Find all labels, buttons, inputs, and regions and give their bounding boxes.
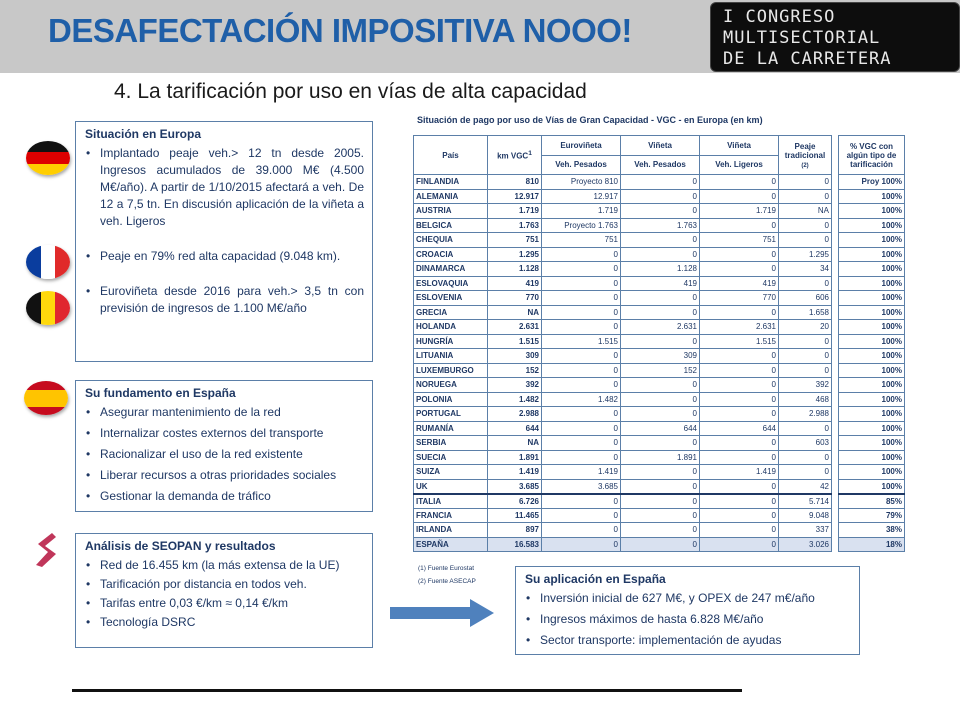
value-cell: 0: [621, 537, 700, 552]
country-cell: LITUANIA: [414, 349, 488, 364]
pct-cell: 38%: [839, 523, 905, 538]
value-cell: 0: [700, 479, 779, 494]
value-cell: 1.763: [621, 218, 700, 233]
country-cell: CHEQUIA: [414, 233, 488, 248]
km-cell: 16.583: [488, 537, 542, 552]
value-cell: 0: [621, 465, 700, 480]
country-cell: GRECIA: [414, 305, 488, 320]
country-cell: HUNGRÍA: [414, 334, 488, 349]
pct-cell: 100%: [839, 436, 905, 451]
table-row: [414, 392, 905, 407]
value-cell: 392: [779, 378, 832, 393]
table-row: [414, 218, 905, 233]
value-cell: 12.917: [542, 189, 621, 204]
value-cell: 0: [779, 334, 832, 349]
seopan-item: • Tarifas entre 0,03 €/km ≈ 0,14 €/km: [76, 595, 372, 612]
value-cell: 0: [700, 450, 779, 465]
pct-cell: 85%: [839, 494, 905, 509]
header-pct: % VGC con algún tipo de tarificación: [839, 136, 905, 175]
value-cell: 0: [779, 276, 832, 291]
km-cell: 1.482: [488, 392, 542, 407]
table-row: [414, 320, 905, 335]
header-vineta-ligeros: Viñeta: [700, 136, 779, 156]
pct-cell: 100%: [839, 189, 905, 204]
seopan-box-title: Análisis de SEOPAN y resultados: [85, 539, 276, 553]
pct-cell: 18%: [839, 537, 905, 552]
value-cell: 0: [779, 218, 832, 233]
header-km: km VGC$^1$: [488, 136, 542, 175]
value-cell: 0: [779, 450, 832, 465]
value-cell: 0: [621, 523, 700, 538]
value-cell: 0: [779, 189, 832, 204]
main-title: DESAFECTACIÓN IMPOSITIVA NOOO!: [48, 12, 632, 49]
pct-cell: 100%: [839, 421, 905, 436]
value-cell: 1.295: [779, 247, 832, 262]
logo-line-1: I CONGRESO: [723, 7, 836, 27]
km-cell: 3.685: [488, 479, 542, 494]
value-cell: 1.419: [700, 465, 779, 480]
value-cell: 42: [779, 479, 832, 494]
km-cell: 11.465: [488, 508, 542, 523]
km-cell: 1.763: [488, 218, 542, 233]
value-cell: 309: [621, 349, 700, 364]
subheader-vineta-pesados: Veh. Pesados: [621, 155, 700, 175]
value-cell: Proyecto 1.763: [542, 218, 621, 233]
table-row: [414, 450, 905, 465]
value-cell: 0: [542, 378, 621, 393]
value-cell: 1.515: [700, 334, 779, 349]
km-cell: 2.988: [488, 407, 542, 422]
footnote-eurostat: (1) Fuente Eurostat: [418, 565, 474, 572]
rationale-item: • Asegurar mantenimiento de la red: [76, 404, 372, 421]
value-cell: 3.685: [542, 479, 621, 494]
country-cell: DINAMARCA: [414, 262, 488, 277]
pct-cell: 100%: [839, 320, 905, 335]
km-cell: 1.515: [488, 334, 542, 349]
application-box-title: Su aplicación en España: [525, 572, 666, 586]
pct-cell: 100%: [839, 334, 905, 349]
rationale-item: • Racionalizar el uso de la red existente: [76, 446, 372, 463]
value-cell: 0: [542, 436, 621, 451]
value-cell: 0: [779, 421, 832, 436]
pct-cell: 100%: [839, 479, 905, 494]
country-cell: HOLANDA: [414, 320, 488, 335]
header-bar: [0, 0, 960, 73]
header-eurovineta: Euroviñeta: [542, 136, 621, 156]
country-cell: BELGICA: [414, 218, 488, 233]
table-row: [414, 421, 905, 436]
km-cell: 1.891: [488, 450, 542, 465]
table-row: [414, 247, 905, 262]
value-cell: 0: [542, 349, 621, 364]
table-row: [414, 204, 905, 219]
value-cell: 0: [621, 508, 700, 523]
pct-cell: 100%: [839, 363, 905, 378]
value-cell: 0: [621, 378, 700, 393]
value-cell: 1.719: [700, 204, 779, 219]
table-row: [414, 363, 905, 378]
km-cell: 2.631: [488, 320, 542, 335]
pct-cell: 100%: [839, 218, 905, 233]
value-cell: 468: [779, 392, 832, 407]
km-cell: 644: [488, 421, 542, 436]
km-cell: 1.719: [488, 204, 542, 219]
value-cell: 0: [700, 494, 779, 509]
value-cell: 3.026: [779, 537, 832, 552]
pct-cell: 100%: [839, 450, 905, 465]
pct-cell: 100%: [839, 465, 905, 480]
country-cell: SUECIA: [414, 450, 488, 465]
km-cell: 1.419: [488, 465, 542, 480]
europe-item: • Peaje en 79% red alta capacidad (9.048 km).: [76, 248, 372, 265]
vgc-payment-table: [413, 135, 905, 552]
value-cell: 0: [700, 407, 779, 422]
km-cell: 897: [488, 523, 542, 538]
application-item: • Ingresos máximos de hasta 6.828 M€/año: [516, 611, 859, 628]
value-cell: 2.988: [779, 407, 832, 422]
value-cell: 0: [542, 247, 621, 262]
value-cell: NA: [779, 204, 832, 219]
value-cell: 603: [779, 436, 832, 451]
country-cell: FRANCIA: [414, 508, 488, 523]
seopan-analysis-box: [75, 533, 373, 648]
value-cell: 2.631: [621, 320, 700, 335]
value-cell: 0: [700, 189, 779, 204]
country-cell: AUSTRIA: [414, 204, 488, 219]
value-cell: 337: [779, 523, 832, 538]
km-cell: 12.917: [488, 189, 542, 204]
value-cell: Proyecto 810: [542, 175, 621, 190]
value-cell: 0: [621, 494, 700, 509]
germany-flag-icon: [26, 141, 70, 175]
pct-cell: Proy 100%: [839, 175, 905, 190]
right-arrow-icon: [390, 598, 496, 628]
seopan-item: • Red de 16.455 km (la más extensa de la UE): [76, 557, 372, 574]
value-cell: 644: [700, 421, 779, 436]
pct-cell: 100%: [839, 392, 905, 407]
km-cell: 392: [488, 378, 542, 393]
value-cell: 0: [779, 233, 832, 248]
europe-item: • Euroviñeta desde 2016 para veh.> 3,5 tn con previsión de ingresos de 1.100 M€/año: [76, 283, 372, 317]
value-cell: 0: [542, 407, 621, 422]
rationale-item: • Internalizar costes externos del transporte: [76, 425, 372, 442]
header-vineta-pesados: Viñeta: [621, 136, 700, 156]
km-cell: 1.128: [488, 262, 542, 277]
value-cell: 1.719: [542, 204, 621, 219]
km-cell: 1.295: [488, 247, 542, 262]
table-row: [414, 508, 905, 523]
footnote-asecap: (2) Fuente ASECAP: [418, 578, 476, 585]
pct-cell: 100%: [839, 276, 905, 291]
country-cell: CROACIA: [414, 247, 488, 262]
value-cell: 1.891: [621, 450, 700, 465]
table-row: [414, 305, 905, 320]
value-cell: 0: [542, 494, 621, 509]
pct-cell: 100%: [839, 305, 905, 320]
country-cell: SUIZA: [414, 465, 488, 480]
country-cell: ESLOVENIA: [414, 291, 488, 306]
rationale-item: • Gestionar la demanda de tráfico: [76, 488, 372, 505]
pct-cell: 100%: [839, 262, 905, 277]
value-cell: 0: [542, 305, 621, 320]
table-row: [414, 407, 905, 422]
value-cell: 0: [621, 479, 700, 494]
value-cell: 0: [700, 392, 779, 407]
footer-divider: [72, 689, 742, 692]
value-cell: 1.515: [542, 334, 621, 349]
value-cell: 0: [542, 291, 621, 306]
pct-cell: 100%: [839, 204, 905, 219]
value-cell: 1.419: [542, 465, 621, 480]
km-cell: 152: [488, 363, 542, 378]
km-cell: NA: [488, 305, 542, 320]
value-cell: 0: [542, 523, 621, 538]
value-cell: 0: [542, 508, 621, 523]
table-row: [414, 436, 905, 451]
country-cell: NORUEGA: [414, 378, 488, 393]
km-cell: 751: [488, 233, 542, 248]
value-cell: 0: [621, 305, 700, 320]
value-cell: 751: [700, 233, 779, 248]
belgium-flag-icon: [26, 291, 70, 325]
value-cell: 0: [621, 233, 700, 248]
pct-cell: 100%: [839, 378, 905, 393]
value-cell: 0: [700, 537, 779, 552]
value-cell: 0: [700, 175, 779, 190]
value-cell: 0: [542, 363, 621, 378]
value-cell: 0: [621, 189, 700, 204]
table-row: [414, 291, 905, 306]
value-cell: 0: [700, 305, 779, 320]
value-cell: 0: [700, 523, 779, 538]
value-cell: 0: [621, 407, 700, 422]
france-flag-icon: [26, 245, 70, 279]
value-cell: 0: [542, 320, 621, 335]
table-row: [414, 189, 905, 204]
value-cell: 0: [542, 421, 621, 436]
table-row: [414, 378, 905, 393]
pct-cell: 79%: [839, 508, 905, 523]
value-cell: 0: [700, 436, 779, 451]
value-cell: 1.658: [779, 305, 832, 320]
logo-line-3: DE LA CARRETERA: [723, 49, 892, 69]
logo-line-2: MULTISECTORIAL: [723, 28, 881, 48]
value-cell: 0: [621, 247, 700, 262]
value-cell: 0: [779, 363, 832, 378]
spain-flag-icon: [24, 381, 68, 415]
km-cell: NA: [488, 436, 542, 451]
value-cell: 0: [542, 450, 621, 465]
spain-application-box: [515, 566, 860, 655]
application-item: • Sector transporte: implementación de ayudas: [516, 632, 859, 649]
rationale-box-title: Su fundamento en España: [85, 386, 236, 400]
value-cell: 0: [621, 291, 700, 306]
value-cell: 644: [621, 421, 700, 436]
value-cell: 20: [779, 320, 832, 335]
value-cell: 9.048: [779, 508, 832, 523]
country-cell: UK: [414, 479, 488, 494]
value-cell: 0: [779, 349, 832, 364]
value-cell: 419: [621, 276, 700, 291]
value-cell: 0: [700, 363, 779, 378]
table-row: [414, 276, 905, 291]
country-cell: POLONIA: [414, 392, 488, 407]
table-row: [414, 479, 905, 494]
table-row: [414, 349, 905, 364]
header-peaje: Peaje tradicional (2): [779, 136, 832, 175]
country-cell: ESPAÑA: [414, 537, 488, 552]
country-cell: FINLANDIA: [414, 175, 488, 190]
km-cell: 810: [488, 175, 542, 190]
table-row: [414, 465, 905, 480]
slide-subtitle: 4. La tarificación por uso en vías de alta capacidad: [114, 80, 587, 103]
rationale-item: • Liberar recursos a otras prioridades sociales: [76, 467, 372, 484]
value-cell: 0: [700, 349, 779, 364]
table-row: [414, 523, 905, 538]
value-cell: 0: [700, 247, 779, 262]
table-row: [414, 334, 905, 349]
country-cell: ALEMANIA: [414, 189, 488, 204]
value-cell: 751: [542, 233, 621, 248]
value-cell: 5.714: [779, 494, 832, 509]
country-cell: LUXEMBURGO: [414, 363, 488, 378]
pct-cell: 100%: [839, 349, 905, 364]
pct-cell: 100%: [839, 247, 905, 262]
country-cell: ITALIA: [414, 494, 488, 509]
country-cell: PORTUGAL: [414, 407, 488, 422]
subheader-vineta-ligeros: Veh. Ligeros: [700, 155, 779, 175]
value-cell: 0: [542, 537, 621, 552]
seopan-logo-icon: [30, 530, 60, 570]
km-cell: 770: [488, 291, 542, 306]
subheader-eurovineta: Veh. Pesados: [542, 155, 621, 175]
value-cell: 0: [621, 204, 700, 219]
km-cell: 419: [488, 276, 542, 291]
application-item: • Inversión inicial de 627 M€, y OPEX de 247 m€/año: [516, 590, 859, 607]
value-cell: 0: [700, 508, 779, 523]
europe-box-title: Situación en Europa: [85, 127, 202, 141]
value-cell: 0: [700, 378, 779, 393]
value-cell: 606: [779, 291, 832, 306]
value-cell: 0: [542, 276, 621, 291]
pct-cell: 100%: [839, 407, 905, 422]
value-cell: 152: [621, 363, 700, 378]
value-cell: 0: [779, 465, 832, 480]
value-cell: 0: [700, 262, 779, 277]
congress-logo: [710, 2, 960, 72]
value-cell: 0: [542, 262, 621, 277]
table-title: Situación de pago por uso de Vías de Gran Capacidad - VGC - en Europa (en km): [417, 115, 763, 125]
country-cell: ESLOVAQUIA: [414, 276, 488, 291]
europe-situation-box: [75, 121, 373, 362]
value-cell: 34: [779, 262, 832, 277]
seopan-item: • Tarificación por distancia en todos veh.: [76, 576, 372, 593]
km-cell: 309: [488, 349, 542, 364]
value-cell: 1.482: [542, 392, 621, 407]
table-row: [414, 233, 905, 248]
km-cell: 6.726: [488, 494, 542, 509]
country-cell: SERBIA: [414, 436, 488, 451]
value-cell: 1.128: [621, 262, 700, 277]
header-pais: País: [414, 136, 488, 175]
seopan-item: • Tecnología DSRC: [76, 614, 372, 631]
value-cell: 0: [621, 175, 700, 190]
spain-rationale-box: [75, 380, 373, 512]
table-row: [414, 262, 905, 277]
table-row: [414, 494, 905, 509]
pct-cell: 100%: [839, 233, 905, 248]
value-cell: 0: [621, 392, 700, 407]
table-row: [414, 537, 905, 552]
country-cell: IRLANDA: [414, 523, 488, 538]
value-cell: 419: [700, 276, 779, 291]
pct-cell: 100%: [839, 291, 905, 306]
value-cell: 0: [779, 175, 832, 190]
country-cell: RUMANÍA: [414, 421, 488, 436]
value-cell: 770: [700, 291, 779, 306]
europe-item: • Implantado peaje veh.> 12 tn desde 2005. Ingresos acumulados de 39.000 M€ (4.500 M€/año). A partir de 1/10/2015 afectará a veh. De 12 a 7,5 tn. En discusión aplicación de la viñeta a veh. Ligeros: [76, 145, 372, 230]
value-cell: 0: [700, 218, 779, 233]
value-cell: 0: [621, 334, 700, 349]
value-cell: 0: [621, 436, 700, 451]
value-cell: 2.631: [700, 320, 779, 335]
table-row: [414, 175, 905, 190]
